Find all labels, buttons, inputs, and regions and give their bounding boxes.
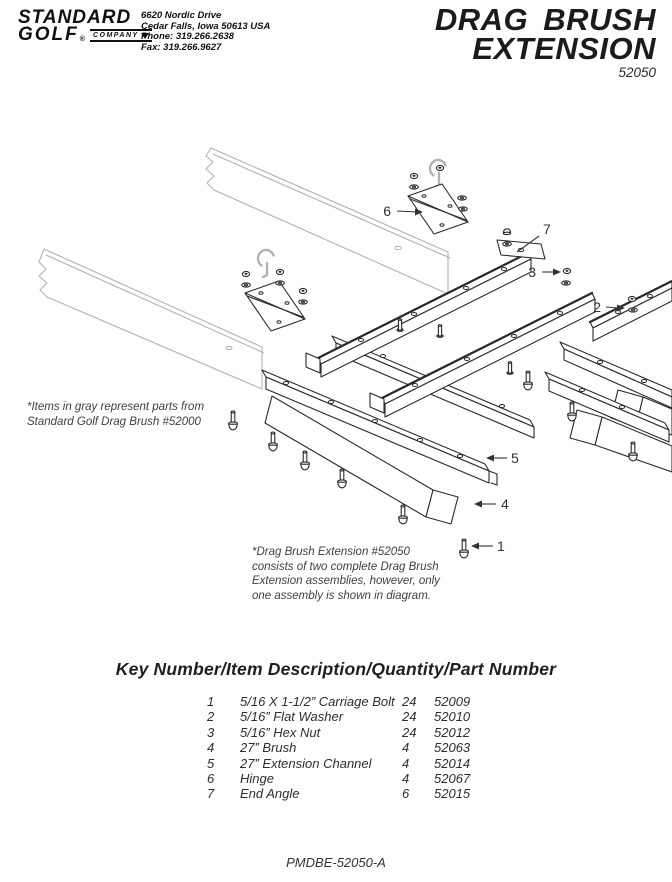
key-number-cell: 4 <box>207 740 215 756</box>
page-title <box>434 2 656 80</box>
key-number-cell: 2 <box>207 709 215 725</box>
document-code: PMDBE-52050-A <box>286 855 386 870</box>
parts-table-header: Key Number/Item Description/Quantity/Part Number <box>115 659 557 679</box>
note-line: consists of two complete Drag Brush <box>252 560 439 573</box>
svg-text:6: 6 <box>383 203 391 219</box>
address-line: Cedar Falls, Iowa 50613 USA <box>141 20 271 32</box>
description-cell: End Angle <box>240 786 300 802</box>
table-row <box>0 694 672 709</box>
description-cell: 27” Brush <box>240 740 297 756</box>
table-row <box>0 786 672 801</box>
carriage-bolt-callout-1 <box>460 539 469 558</box>
company-logo <box>18 9 152 43</box>
title-line-1: DRAG BRUSH <box>434 2 656 37</box>
note-line: one assembly is shown in diagram. <box>252 589 431 602</box>
description-cell: 5/16” Flat Washer <box>240 709 344 725</box>
table-row <box>0 756 672 771</box>
quantity-cell: 6 <box>402 786 410 802</box>
address-line: Fax: 319.266.9627 <box>141 41 222 53</box>
note-line: *Items in gray represent parts from <box>27 401 205 413</box>
callout-1 <box>471 538 505 554</box>
end-angle-middle <box>370 293 595 417</box>
callout-4 <box>474 496 509 512</box>
key-number-cell: 6 <box>207 770 215 786</box>
part-number-cell: 52009 <box>434 694 471 709</box>
flat-washer-callout-2 <box>629 308 638 312</box>
parts-table <box>0 694 672 802</box>
note-line: Standard Golf Drag Brush #52000 <box>27 415 201 428</box>
description-cell: 5/16” Hex Nut <box>240 724 321 740</box>
table-row <box>0 709 672 724</box>
key-number-cell: 1 <box>207 694 215 709</box>
hook-icon <box>430 160 445 187</box>
product-number: 52050 <box>618 65 656 80</box>
logo-standard-text: STANDARD <box>18 7 132 28</box>
svg-text:1: 1 <box>497 538 505 554</box>
note-assembly <box>252 545 440 603</box>
part-number-cell: 52063 <box>434 740 471 756</box>
drag-brush-beam-lower <box>39 249 264 389</box>
part-number-cell: 52014 <box>434 755 471 771</box>
hinge-bottom <box>242 269 308 331</box>
svg-text:3: 3 <box>528 264 536 280</box>
table-row <box>0 740 672 755</box>
key-number-cell: 7 <box>207 786 215 802</box>
svg-text:4: 4 <box>501 496 509 512</box>
part-number-cell: 52015 <box>434 786 471 802</box>
description-cell: Hinge <box>240 770 274 786</box>
part-number-cell: 52067 <box>434 770 471 786</box>
table-row <box>0 771 672 786</box>
address-line: Phone: 319.266.2638 <box>141 31 234 42</box>
quantity-cell: 24 <box>402 709 417 725</box>
quantity-cell: 4 <box>402 740 410 756</box>
callout-5 <box>486 450 519 466</box>
key-number-cell: 3 <box>207 724 215 740</box>
key-number-cell: 5 <box>207 755 215 771</box>
callout-3 <box>528 264 561 280</box>
exploded-parts-diagram <box>0 112 672 582</box>
quantity-cell: 4 <box>402 770 410 786</box>
note-gray-parts <box>27 400 204 429</box>
quantity-cell: 4 <box>402 755 410 771</box>
quantity-cell: 24 <box>402 694 417 709</box>
svg-text:2: 2 <box>593 299 601 315</box>
note-line: Extension assemblies, however, only <box>252 575 440 587</box>
svg-text:5: 5 <box>511 450 519 466</box>
registered-trademark-icon: ® <box>79 36 85 43</box>
quantity-cell: 24 <box>402 724 417 740</box>
title-line-2: EXTENSION <box>472 31 656 66</box>
address-line: 6620 Nordic Drive <box>141 10 222 21</box>
table-row <box>0 725 672 740</box>
note-line: *Drag Brush Extension #52050 <box>252 546 410 558</box>
hook-icon <box>258 250 273 277</box>
part-number-cell: 52010 <box>434 709 471 725</box>
svg-text:7: 7 <box>543 221 551 237</box>
logo-golf-text: GOLF <box>18 24 79 45</box>
description-cell: 5/16 X 1-1/2” Carriage Bolt <box>240 694 395 709</box>
company-address <box>141 11 270 53</box>
hex-nut-callout-3 <box>563 268 570 273</box>
logo-company-text: COMPANY <box>92 32 139 39</box>
description-cell: 27” Extension Channel <box>240 755 372 771</box>
part-number-cell: 52012 <box>434 724 471 740</box>
